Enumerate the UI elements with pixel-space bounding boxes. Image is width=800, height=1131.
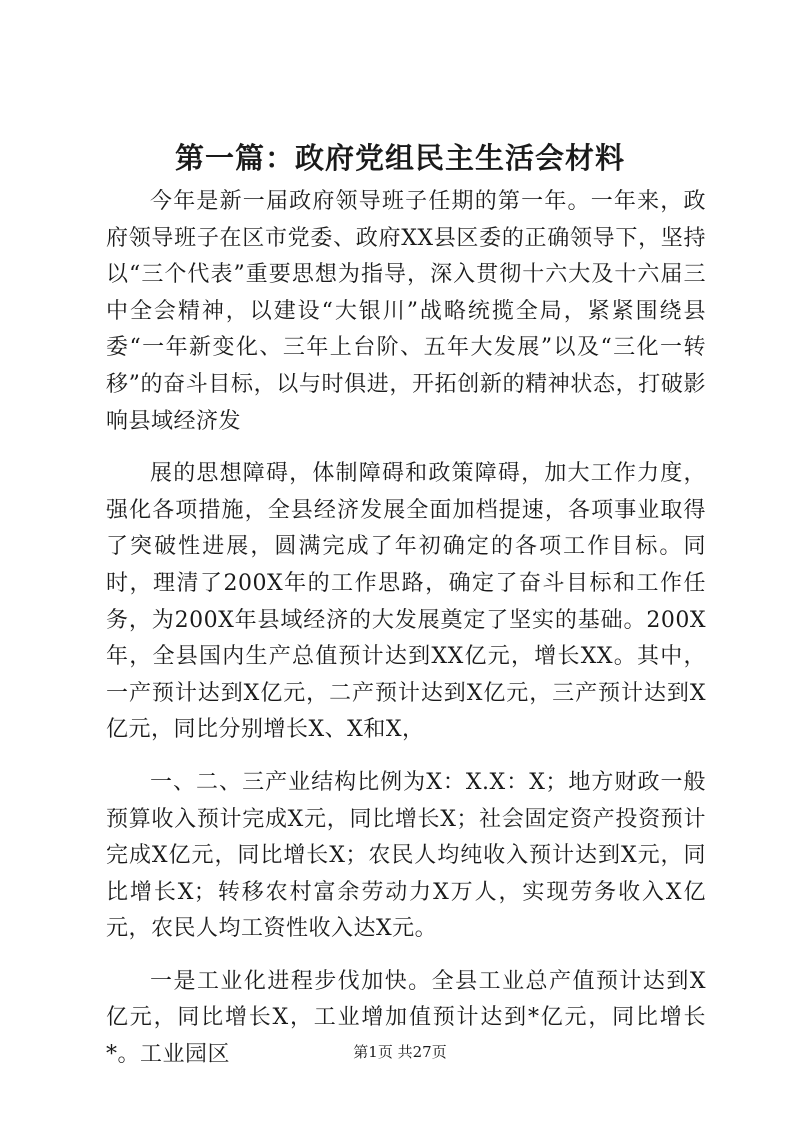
paragraph: 展的思想障碍，体制障碍和政策障碍，加大工作力度，强化各项措施，全县经济发展全面加档提速，各项事业取得了突破性进展，圆满完成了年初确定的各项工作目标。同时，理清了200X年的工作思路，确定了奋斗目标和工作任务，为200X年县域经济的大发展奠定了坚实的基础。200X年，全县国内生产总值预计达到XX亿元，增长XX。其中，一产预计达到X亿元，二产预计达到X亿元，三产预计达到X亿元，同比分别增长X、X和X， (106, 461, 706, 743)
paragraph: 一是工业化进程步伐加快。全县工业总产值预计达到X亿元，同比增长X，工业增加值预计达到*亿元，同比增长*。工业园区 (106, 968, 706, 1068)
paragraph: 一、二、三产业结构比例为X：X.X：X；地方财政一般预算收入预计完成X元，同比增长X；社会固定资产投资预计完成X亿元，同比增长X；农民人均纯收入预计达到X元，同比增长X；转移农村富余劳动力X万人，实现劳务收入X亿元，农民人均工资性收入达X元。 (106, 769, 706, 942)
paragraph: 今年是新一届政府领导班子任期的第一年。一年来，政府领导班子在区市党委、政府XX县区委的正确领导下，坚持以“三个代表”重要思想为指导，深入贯彻十六大及十六届三中全会精神，以建设“大银川”战略统揽全局，紧紧围绕县委“一年新变化、三年上台阶、五年大发展”以及“三化一转移”的奋斗目标，以与时俱进，开拓创新的精神状态，打破影响县域经济发 (106, 189, 706, 434)
page-number-footer: 第1页 共27页 (353, 1043, 447, 1061)
document-title: 第一篇：政府党组民主生活会材料 (174, 141, 625, 175)
document-body (106, 184, 706, 1074)
